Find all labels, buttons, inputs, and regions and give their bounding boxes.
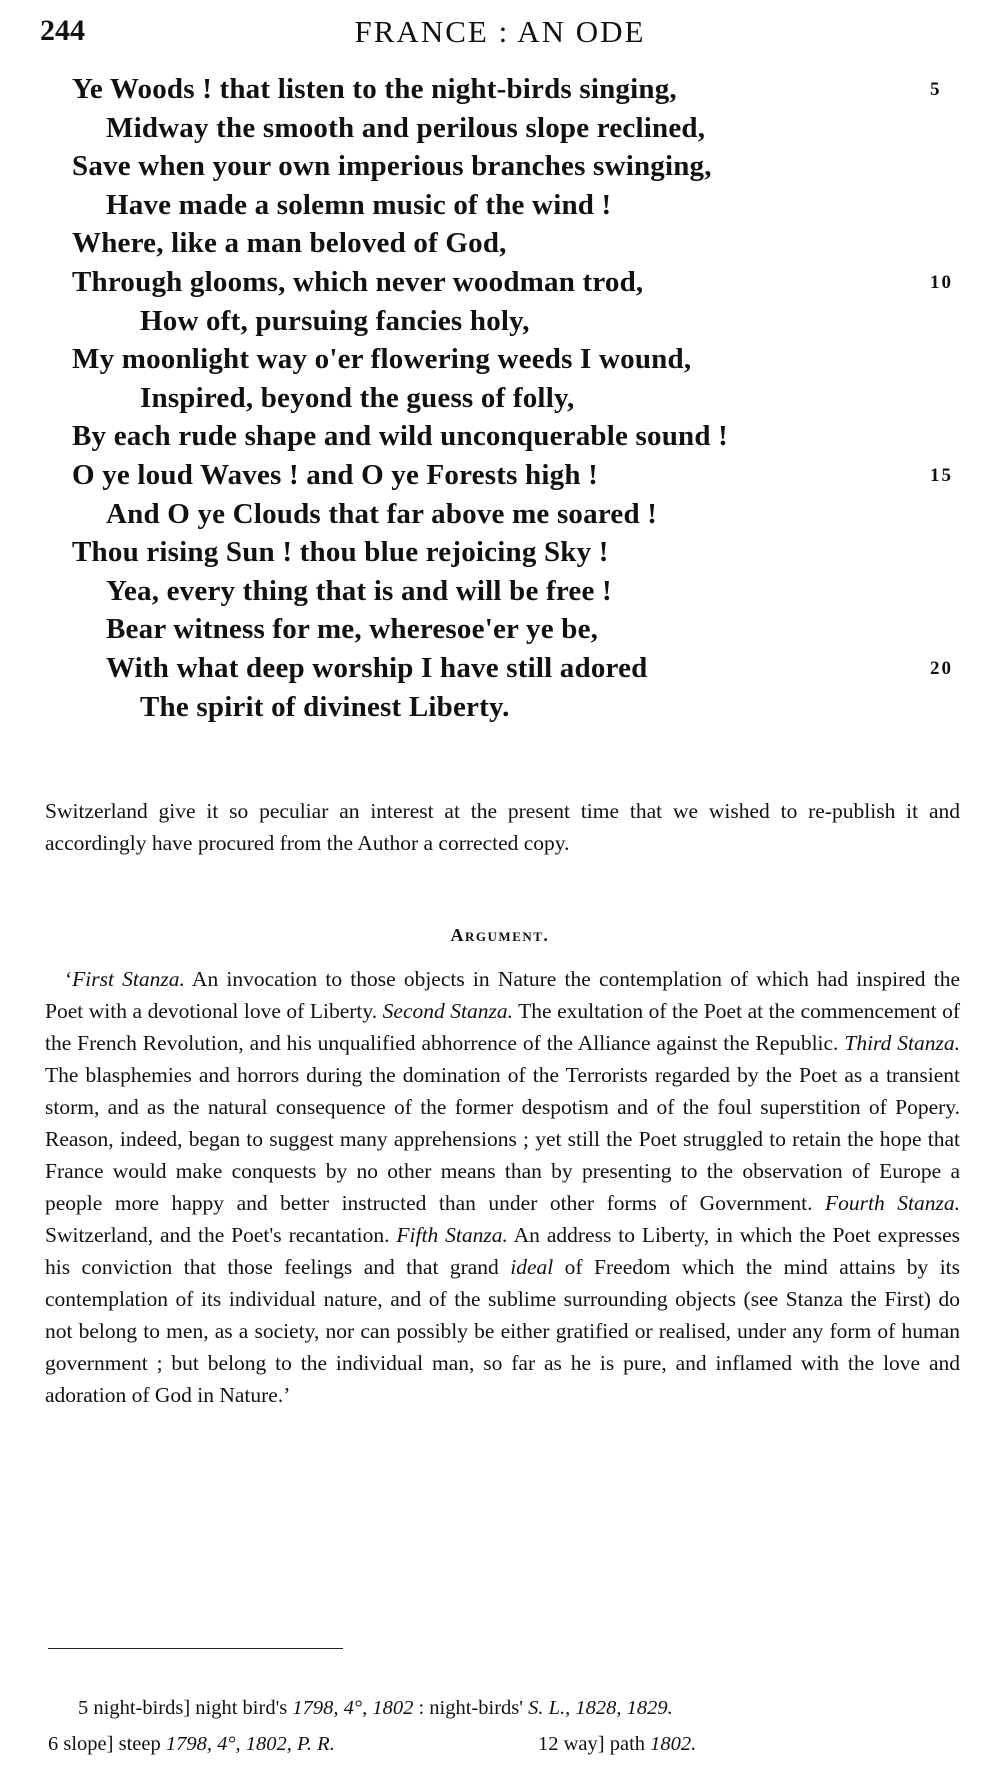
- poem-line-text: By each rude shape and wild unconquerable sound !: [72, 420, 729, 453]
- footnotes: [48, 1690, 960, 1762]
- poem-line-text: Have made a solemn music of the wind !: [106, 188, 612, 221]
- poem-line-text: How oft, pursuing fancies holy,: [140, 304, 530, 337]
- argument-segment: The exultation of the Poet at the commencement of the French Revolution, and his unqualified abhorrence of the Alliance against the Republic.: [45, 999, 960, 1055]
- poem-line-text: With what deep worship I have still adored: [106, 651, 648, 684]
- footnote-text: : night-birds': [413, 1697, 529, 1719]
- footnote-source: S. L., 1828, 1829.: [528, 1697, 673, 1719]
- argument-text: [45, 963, 960, 1411]
- footnote-source: 1798, 4°, 1802: [292, 1697, 414, 1719]
- poem-line: [0, 691, 1000, 730]
- footnote-divider: [48, 1648, 343, 1649]
- line-number: 20: [930, 657, 953, 679]
- page-header: [40, 14, 960, 64]
- stanza-label: Fourth Stanza.: [825, 1191, 960, 1215]
- footnote-text: 12 way] path: [538, 1733, 651, 1755]
- stanza-label: Second Stanza.: [382, 999, 513, 1023]
- argument-segment: An address to Liberty, in which the Poet expresses his conviction that those feelings and that grand: [45, 1223, 961, 1279]
- poem-line-text: And O ye Clouds that far above me soared !: [106, 497, 658, 530]
- stanza-label: First Stanza.: [72, 967, 185, 991]
- preface-note: [45, 795, 960, 859]
- poem-line-text: Yea, every thing that is and will be free !: [106, 574, 612, 607]
- running-head: FRANCE : AN ODE: [354, 14, 646, 49]
- ideal-word: ideal: [510, 1255, 554, 1279]
- poem-line: [0, 73, 1000, 112]
- argument-segment: of Freedom which the mind attains by its contemplation of its individual nature, and of the sublime surrounding objects (see Stanza the First) do not belong to men, as a society, nor can possibly be either gratified or realised, under any form of human government ; but belong to the individual man, so far as he is pure, and inflamed with the love and adoration of God in Nature.’: [45, 1255, 961, 1407]
- stanza-label: Fifth Stanza.: [396, 1223, 508, 1247]
- poem-line: [0, 575, 1000, 614]
- footnote-text: 5 night-birds] night bird's: [78, 1697, 293, 1719]
- poem-line: [0, 652, 1000, 691]
- argument-heading: Argument.: [450, 925, 550, 945]
- poem-line-text: Bear witness for me, wheresoe'er ye be,: [106, 613, 599, 646]
- poem-line-text: Inspired, beyond the guess of folly,: [140, 381, 575, 414]
- line-number: 15: [930, 464, 953, 486]
- footnote-6: [48, 1726, 335, 1762]
- poem-line: [0, 613, 1000, 652]
- poem-line: [0, 420, 1000, 459]
- footnote-source: 1802.: [650, 1733, 697, 1755]
- poem-line: [0, 227, 1000, 266]
- poem-line: [0, 189, 1000, 228]
- poem-line: [0, 112, 1000, 151]
- argument-segment: An invocation to those objects in Nature the contemplation of which had inspired the Poet with a devotional love of Liberty.: [45, 967, 961, 1023]
- poem-line-text: O ye loud Waves ! and O ye Forests high !: [72, 458, 598, 491]
- argument-segment: The blasphemies and horrors during the domination of the Terrorists regarded by the Poet as a transient storm, and as the natural consequence of the former despotism and of the foul superstition of Popery. Reason, indeed, began to suggest many apprehensions ; yet still the Poet struggled to retain the hope that France would make conquests by no other means than by presenting to the observation of Europe a people more happy and better instructed than under other forms of Government.: [45, 1063, 960, 1215]
- poem-line: [0, 343, 1000, 382]
- page-number: 244: [40, 14, 85, 47]
- poem-line: [0, 150, 1000, 189]
- poem-line-text: The spirit of divinest Liberty.: [140, 690, 510, 723]
- poem-line: [0, 266, 1000, 305]
- line-number: 10: [930, 271, 953, 293]
- line-number: 5: [930, 79, 942, 100]
- open-quote: ‘: [65, 967, 73, 991]
- poem-line-text: Through glooms, which never woodman trod,: [72, 265, 644, 298]
- stanza-label: Third Stanza.: [844, 1031, 960, 1055]
- poem-line: [0, 459, 1000, 498]
- poem-line-text: Ye Woods ! that listen to the night-birds singing,: [72, 73, 677, 105]
- footnote-source: 1798, 4°, 1802, P. R.: [165, 1733, 335, 1755]
- poem-line: [0, 382, 1000, 421]
- footnote-12: [538, 1726, 696, 1762]
- argument-paragraph: [45, 963, 960, 1411]
- footnote-line: [48, 1690, 960, 1726]
- poem-line-text: Where, like a man beloved of God,: [72, 227, 507, 260]
- poem-line: [0, 305, 1000, 344]
- poem-line: [0, 498, 1000, 537]
- argument-segment: Switzerland, and the Poet's recantation.: [45, 1223, 397, 1247]
- poem-line-text: My moonlight way o'er flowering weeds I wound,: [72, 343, 692, 376]
- footnote-line: [48, 1726, 960, 1762]
- poem-stanza: [0, 73, 1000, 729]
- poem-line-text: Save when your own imperious branches swinging,: [72, 150, 712, 183]
- footnote-text: 6 slope] steep: [48, 1733, 166, 1755]
- poem-line-text: Midway the smooth and perilous slope reclined,: [106, 111, 706, 144]
- preface-paragraph: Switzerland give it so peculiar an interest at the present time that we wished to re-publish it and accordingly have procured from the Author a corrected copy.: [45, 799, 960, 855]
- poem-line: [0, 536, 1000, 575]
- poem-line-text: Thou rising Sun ! thou blue rejoicing Sky !: [72, 536, 609, 569]
